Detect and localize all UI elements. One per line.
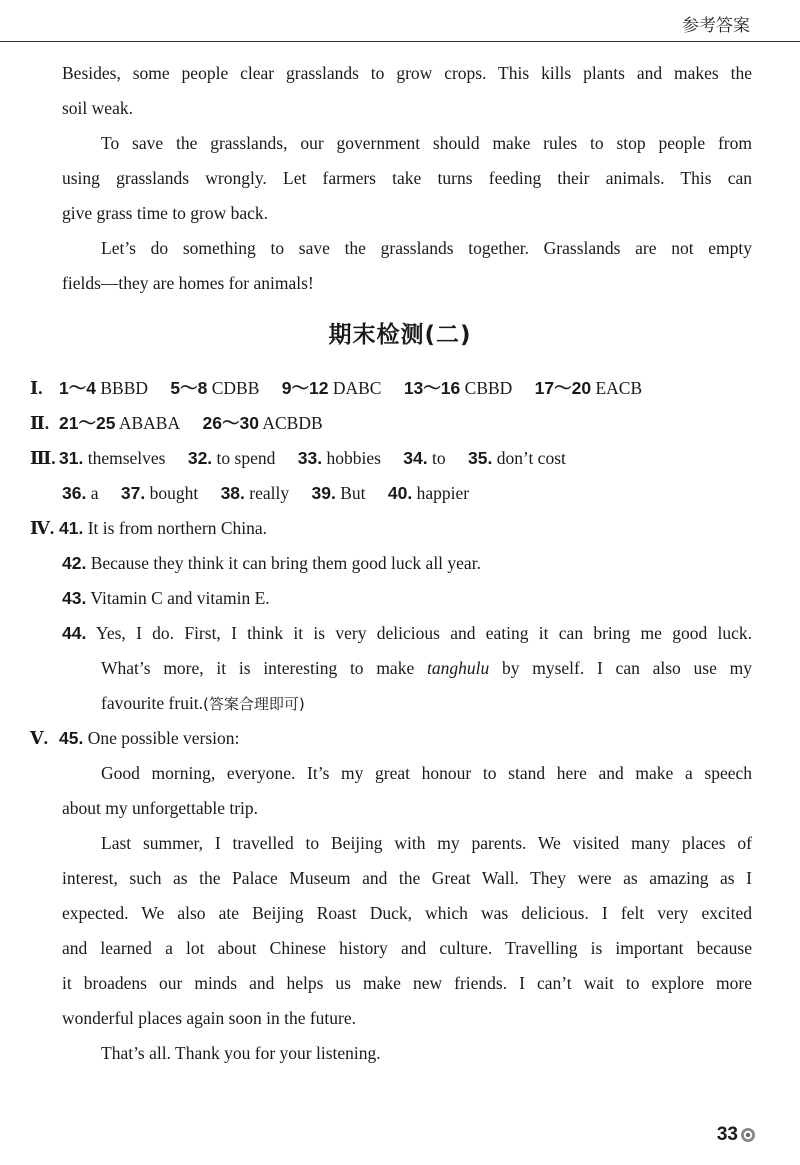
answer-text: by myself. I can also use my (489, 658, 752, 678)
question-number: 31. (59, 448, 84, 468)
answer: CBBD (464, 378, 513, 398)
header-title: 参考答案 (682, 16, 750, 36)
essay-line: and learned a lot about Chinese history and culture. Travelling is important because (62, 938, 752, 958)
essay-line: interest, such as the Palace Museum and the Great Wall. They were as amazing as I (62, 868, 752, 888)
italic-term: tanghulu (426, 658, 490, 678)
answer-text: One possible version: (87, 728, 240, 748)
question-number: 34. (403, 448, 428, 468)
passage-line: using grasslands wrongly. Let farmers take turns feeding their animals. This can (62, 168, 752, 188)
essay-line: Good morning, everyone. It’s my great honour to stand here and make a speech (101, 763, 752, 783)
page-header (0, 4, 800, 42)
question-number: 33. (297, 448, 323, 468)
question-number: 42. (62, 553, 87, 573)
passage-line: soil weak. (62, 98, 133, 118)
question-number: 45. (59, 728, 84, 748)
answer: Vitamin C and vitamin E. (90, 588, 270, 608)
question-number: 40. (387, 483, 413, 503)
passage-line: fields—they are homes for animals! (62, 273, 314, 293)
question-range: 21～25 (59, 413, 116, 433)
answer: bought (149, 483, 199, 503)
roman-numeral: Ⅴ. (30, 728, 48, 748)
answer-note: (答案合理即可) (203, 695, 305, 713)
roman-numeral: Ⅳ. (30, 518, 55, 538)
answer: hobbies (326, 448, 381, 468)
section-title: 期末检测(二) (328, 322, 472, 348)
question-number: 32. (187, 448, 213, 468)
answer-row-part3-cont (0, 476, 800, 511)
question-range: 5～8 (170, 378, 208, 398)
answer: to (431, 448, 446, 468)
passage-line: To save the grasslands, our government should make rules to stop people from (101, 133, 752, 153)
page-number (717, 1124, 756, 1146)
answer-row-part5 (0, 721, 800, 756)
essay-line: expected. We also ate Beijing Roast Duck, which was delicious. I felt very excited (62, 903, 752, 923)
question-number: 36. (62, 483, 87, 503)
essay-line: Last summer, I travelled to Beijing with my parents. We visited many places of (101, 833, 752, 853)
answer-row-q43 (0, 581, 800, 616)
answer: don’t cost (496, 448, 566, 468)
answer: CDBB (211, 378, 260, 398)
answer: themselves (87, 448, 166, 468)
question-range: 9～12 (281, 378, 329, 398)
essay-line: That’s all. Thank you for your listening. (101, 1043, 381, 1063)
answer-text: What’s more, it is interesting to make (101, 658, 427, 678)
answer-row-part1 (0, 371, 800, 406)
page-number-text: 33 (716, 1124, 738, 1145)
answer: ACBDB (262, 413, 323, 433)
answer-row-q44 (0, 616, 752, 651)
flower-icon (740, 1127, 756, 1143)
essay-line: wonderful places again soon in the future. (62, 1008, 357, 1028)
question-range: 13～16 (403, 378, 461, 398)
answer: But (340, 483, 366, 503)
answer-line (0, 651, 752, 686)
answer: Because they think it can bring them good luck all year. (90, 553, 481, 573)
question-range: 17～20 (534, 378, 592, 398)
question-number: 35. (467, 448, 493, 468)
answer: a (90, 483, 99, 503)
answer-row-part2 (0, 406, 800, 441)
question-range: 26～30 (202, 413, 259, 433)
roman-numeral: Ⅰ. (30, 378, 43, 398)
question-number: 43. (62, 588, 87, 608)
answer-row-q42 (0, 546, 800, 581)
answer: ABABA (118, 413, 181, 433)
answer-line (0, 686, 800, 721)
essay-line: it broadens our minds and helps us make new friends. I can’t wait to explore more (62, 973, 752, 993)
answer: BBBD (100, 378, 148, 398)
question-number: 37. (120, 483, 146, 503)
passage-line: give grass time to grow back. (62, 203, 269, 223)
question-range: 1～4 (59, 378, 96, 398)
answer: really (249, 483, 290, 503)
question-number: 41. (59, 518, 84, 538)
passage-line: Besides, some people clear grasslands to grow crops. This kills plants and makes the (62, 63, 752, 83)
answer: It is from northern China. (87, 518, 268, 538)
answer-row-part4 (0, 511, 800, 546)
passage-line: Let’s do something to save the grasslands together. Grasslands are not empty (101, 238, 752, 258)
question-number: 44. (62, 623, 87, 643)
answer: to spend (216, 448, 276, 468)
roman-numeral: Ⅲ. (30, 448, 56, 468)
page-content (0, 56, 800, 1071)
answer-text: favourite fruit. (101, 693, 204, 713)
essay-line: about my unforgettable trip. (62, 798, 259, 818)
answer: happier (416, 483, 470, 503)
answer: EACB (595, 378, 643, 398)
answer-row-part3 (0, 441, 800, 476)
question-number: 38. (220, 483, 245, 503)
answer: DABC (332, 378, 382, 398)
roman-numeral: Ⅱ. (30, 413, 50, 433)
answer-text: Yes, I do. First, I think it is very delicious and eating it can bring me good luck. (95, 623, 752, 643)
question-number: 39. (311, 483, 336, 503)
